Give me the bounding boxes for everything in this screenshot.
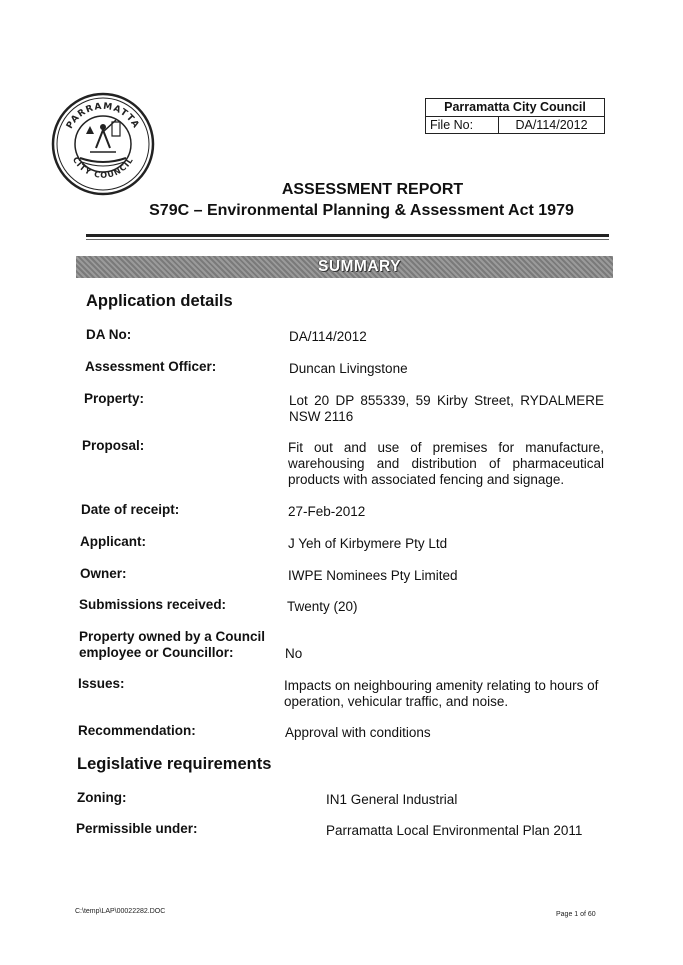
- summary-banner-label: SUMMARY: [317, 258, 401, 275]
- summary-banner: [76, 256, 613, 278]
- footer-file-path: C:\temp\LAP\00022282.DOC: [75, 908, 166, 915]
- title-divider-thin: [86, 239, 609, 240]
- recommendation-label: Recommendation:: [78, 723, 196, 738]
- owner-value: IWPE Nominees Pty Limited: [288, 568, 458, 583]
- applicant-label: Applicant:: [80, 534, 146, 549]
- council-name: Parramatta City Council: [426, 99, 604, 117]
- da-no-label: DA No:: [86, 327, 132, 342]
- assessment-officer-label: Assessment Officer:: [85, 359, 217, 374]
- applicant-value: J Yeh of Kirbymere Pty Ltd: [288, 536, 448, 551]
- permissible-under-label: Permissible under:: [76, 821, 198, 836]
- zoning-label: Zoning:: [77, 790, 127, 805]
- date-of-receipt-value: 27-Feb-2012: [288, 504, 366, 519]
- zoning-value: IN1 General Industrial: [326, 792, 458, 807]
- property-value: Lot 20 DP 855339, 59 Kirby Street, RYDALMERE NSW 2116: [289, 393, 604, 424]
- svg-text:CITY COUNCIL: CITY COUNCIL: [70, 155, 136, 180]
- property-label: Property:: [84, 391, 145, 406]
- svg-text:PARRAMATTA: PARRAMATTA: [65, 101, 141, 131]
- da-no-value: DA/114/2012: [289, 329, 367, 344]
- legislative-requirements-heading: Legislative requirements: [77, 755, 272, 773]
- file-number-label: File No:: [426, 117, 499, 134]
- issues-label: Issues:: [78, 676, 125, 691]
- council-employee-label: Property owned by a Council employee or Councillor:: [79, 629, 266, 660]
- proposal-label: Proposal:: [82, 438, 145, 453]
- recommendation-value: Approval with conditions: [285, 725, 431, 740]
- permissible-under-value: Parramatta Local Environmental Plan 2011: [326, 823, 583, 838]
- owner-label: Owner:: [80, 566, 127, 581]
- title-divider: [86, 234, 609, 237]
- proposal-value: Fit out and use of premises for manufacture, warehousing and distribution of pharmaceutical products with associated fencing and signage.: [288, 440, 604, 487]
- assessment-officer-value: Duncan Livingstone: [289, 361, 408, 376]
- file-number-value: DA/114/2012: [515, 118, 588, 132]
- file-number-box: [425, 98, 605, 134]
- footer-page-number: Page 1 of 60: [556, 911, 596, 918]
- application-details-heading: Application details: [86, 292, 233, 310]
- date-of-receipt-label: Date of receipt:: [81, 502, 180, 517]
- submissions-received-label: Submissions received:: [79, 597, 227, 612]
- submissions-received-value: Twenty (20): [287, 599, 358, 614]
- report-title: ASSESSMENT REPORT: [281, 181, 464, 198]
- council-employee-value: No: [285, 646, 303, 661]
- report-subtitle: S79C – Environmental Planning & Assessment Act 1979: [149, 202, 574, 219]
- issues-value: Impacts on neighbouring amenity relating to hours of operation, vehicular traffic, and noise.: [284, 678, 599, 709]
